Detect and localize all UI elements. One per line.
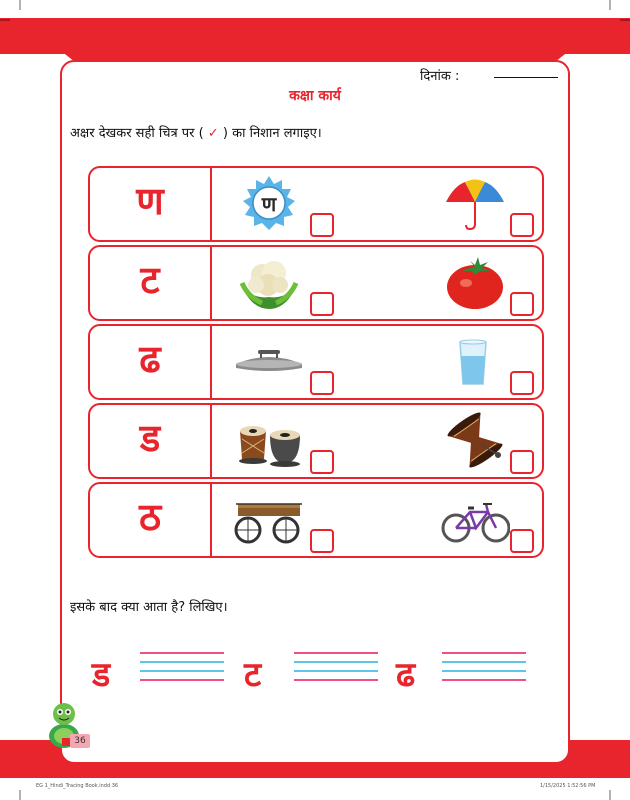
umbrella-icon bbox=[440, 174, 510, 232]
grid-row bbox=[88, 482, 544, 558]
checkbox-left[interactable] bbox=[310, 213, 334, 237]
grid-row bbox=[88, 245, 544, 321]
checkbox-right[interactable] bbox=[510, 450, 534, 474]
tabla-icon bbox=[234, 411, 304, 469]
row-divider bbox=[210, 405, 212, 477]
tick-icon: ✓ bbox=[207, 126, 219, 141]
checkbox-right[interactable] bbox=[510, 213, 534, 237]
date-input-line[interactable] bbox=[494, 77, 558, 78]
row-letter: ड bbox=[139, 416, 161, 460]
checkbox-left[interactable] bbox=[310, 529, 334, 553]
glass-icon bbox=[440, 332, 510, 390]
bicycle-icon bbox=[440, 490, 510, 548]
matching-grid bbox=[88, 166, 544, 561]
tomato-icon bbox=[440, 253, 510, 311]
row-divider bbox=[210, 247, 212, 319]
row-divider bbox=[210, 326, 212, 398]
sun-na-icon bbox=[234, 174, 304, 232]
checkbox-left[interactable] bbox=[310, 371, 334, 395]
row-letter: ढ bbox=[139, 337, 161, 381]
trace-letter: ट bbox=[244, 655, 262, 695]
lid-icon bbox=[234, 332, 304, 390]
footer-timestamp: 1/15/2025 1:52:56 PM bbox=[540, 783, 596, 789]
question-text: इसके बाद क्या आता है? लिखिए। bbox=[70, 600, 228, 615]
checkbox-left[interactable] bbox=[310, 292, 334, 316]
writing-lines[interactable] bbox=[442, 652, 526, 690]
instruction-text bbox=[70, 123, 322, 141]
cart-icon bbox=[234, 490, 304, 548]
checkbox-left[interactable] bbox=[310, 450, 334, 474]
grid-row bbox=[88, 324, 544, 400]
cauliflower-icon bbox=[234, 253, 304, 311]
grid-row bbox=[88, 166, 544, 242]
page-number: 36 bbox=[70, 734, 90, 748]
trace-letter: ढ bbox=[396, 655, 416, 695]
damru-icon bbox=[440, 411, 510, 469]
grid-row bbox=[88, 403, 544, 479]
page-title: कक्षा कार्य bbox=[289, 88, 341, 104]
row-divider bbox=[210, 484, 212, 556]
date-label: दिनांक : bbox=[420, 69, 460, 84]
row-letter: ट bbox=[140, 258, 160, 302]
instruction-before: अक्षर देखकर सही चित्र पर ( bbox=[70, 126, 204, 141]
sun-letter: ण bbox=[261, 192, 277, 216]
writing-lines[interactable] bbox=[140, 652, 224, 690]
instruction-after: ) का निशान लगाइए। bbox=[222, 126, 322, 141]
checkbox-right[interactable] bbox=[510, 371, 534, 395]
checkbox-right[interactable] bbox=[510, 529, 534, 553]
row-divider bbox=[210, 168, 212, 240]
writing-lines[interactable] bbox=[294, 652, 378, 690]
trace-letter: ड bbox=[92, 655, 111, 695]
row-letter: ठ bbox=[138, 495, 162, 539]
footer-file: EG 1_Hindi_Tracing Book.indd 36 bbox=[36, 783, 119, 789]
row-letter: ण bbox=[136, 179, 164, 223]
checkbox-right[interactable] bbox=[510, 292, 534, 316]
